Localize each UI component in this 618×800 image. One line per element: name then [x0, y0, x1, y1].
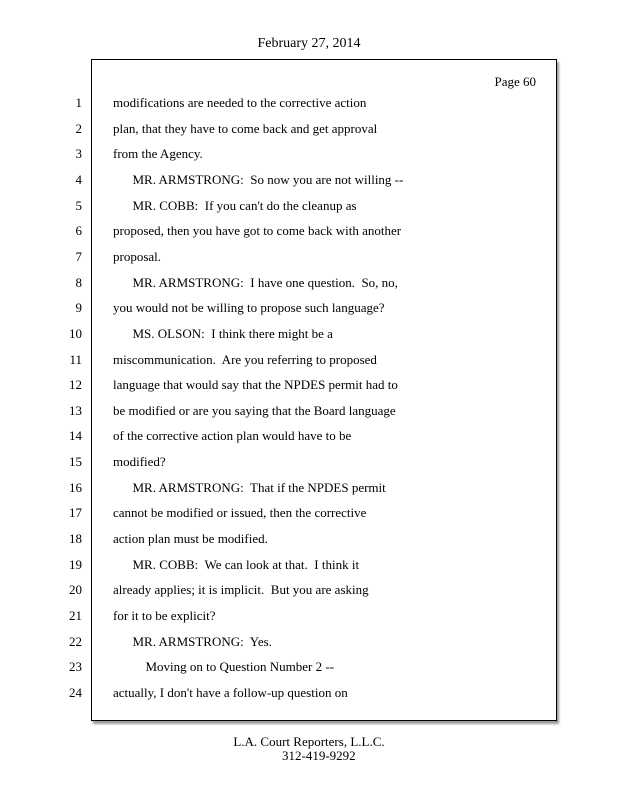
- line-number: 24: [69, 685, 82, 700]
- transcript-line: proposal.: [113, 249, 162, 264]
- line-number: 22: [69, 634, 82, 649]
- line-number: 10: [69, 326, 82, 341]
- line-number: 3: [75, 146, 82, 161]
- line-number: 20: [69, 582, 82, 597]
- line-number: 12: [69, 377, 82, 392]
- transcript-line: actually, I don't have a follow-up question on: [113, 685, 348, 700]
- line-number: 14: [69, 428, 82, 443]
- transcript-line: MS. OLSON: I think there might be a: [113, 326, 333, 341]
- line-number: 7: [75, 249, 82, 264]
- page-number: Page 60: [494, 74, 536, 89]
- line-number: 18: [69, 531, 82, 546]
- transcript-line: from the Agency.: [113, 146, 203, 161]
- line-number: 4: [75, 172, 82, 187]
- transcript-line: cannot be modified or issued, then the corrective: [113, 505, 367, 520]
- transcript-line: miscommunication. Are you referring to proposed: [113, 352, 377, 367]
- transcript-line: of the corrective action plan would have to be: [113, 428, 352, 443]
- transcript-line: action plan must be modified.: [113, 531, 268, 546]
- line-number: 2: [75, 121, 82, 136]
- line-number: 9: [75, 300, 82, 315]
- transcript-line: modified?: [113, 454, 166, 469]
- transcript-line: plan, that they have to come back and get approval: [113, 121, 378, 136]
- line-number: 8: [75, 275, 82, 290]
- line-number: 23: [69, 659, 82, 674]
- line-number: 15: [69, 454, 82, 469]
- line-number: 1: [75, 95, 82, 110]
- transcript-line: you would not be willing to propose such language?: [113, 300, 385, 315]
- transcript-line: MR. ARMSTRONG: That if the NPDES permit: [113, 480, 386, 495]
- transcript-line: MR. ARMSTRONG: I have one question. So, no,: [113, 275, 398, 290]
- line-number: 11: [69, 352, 82, 367]
- line-number: 21: [69, 608, 82, 623]
- transcript-line: MR. COBB: If you can't do the cleanup as: [113, 198, 357, 213]
- line-number: 19: [69, 557, 82, 572]
- transcript-line: modifications are needed to the corrective action: [113, 95, 367, 110]
- transcript-line: Moving on to Question Number 2 --: [113, 659, 334, 674]
- footer-phone: 312-419-9292: [282, 748, 356, 763]
- transcript-line: for it to be explicit?: [113, 608, 216, 623]
- line-number: 16: [69, 480, 82, 495]
- transcript-line: be modified or are you saying that the Board language: [113, 403, 396, 418]
- transcript-line: MR. COBB: We can look at that. I think it: [113, 557, 360, 572]
- footer-company: L.A. Court Reporters, L.L.C.: [233, 734, 385, 749]
- line-number: 13: [69, 403, 82, 418]
- transcript-line: already applies; it is implicit. But you are asking: [113, 582, 369, 597]
- transcript-line: MR. ARMSTRONG: So now you are not willing --: [113, 172, 404, 187]
- transcript-line: language that would say that the NPDES permit had to: [113, 377, 398, 392]
- line-number: 17: [69, 505, 82, 520]
- line-number: 6: [75, 223, 82, 238]
- transcript-line: proposed, then you have got to come back with another: [113, 223, 402, 238]
- header-date: February 27, 2014: [257, 36, 361, 51]
- line-number: 5: [75, 198, 82, 213]
- transcript-line: MR. ARMSTRONG: Yes.: [113, 634, 272, 649]
